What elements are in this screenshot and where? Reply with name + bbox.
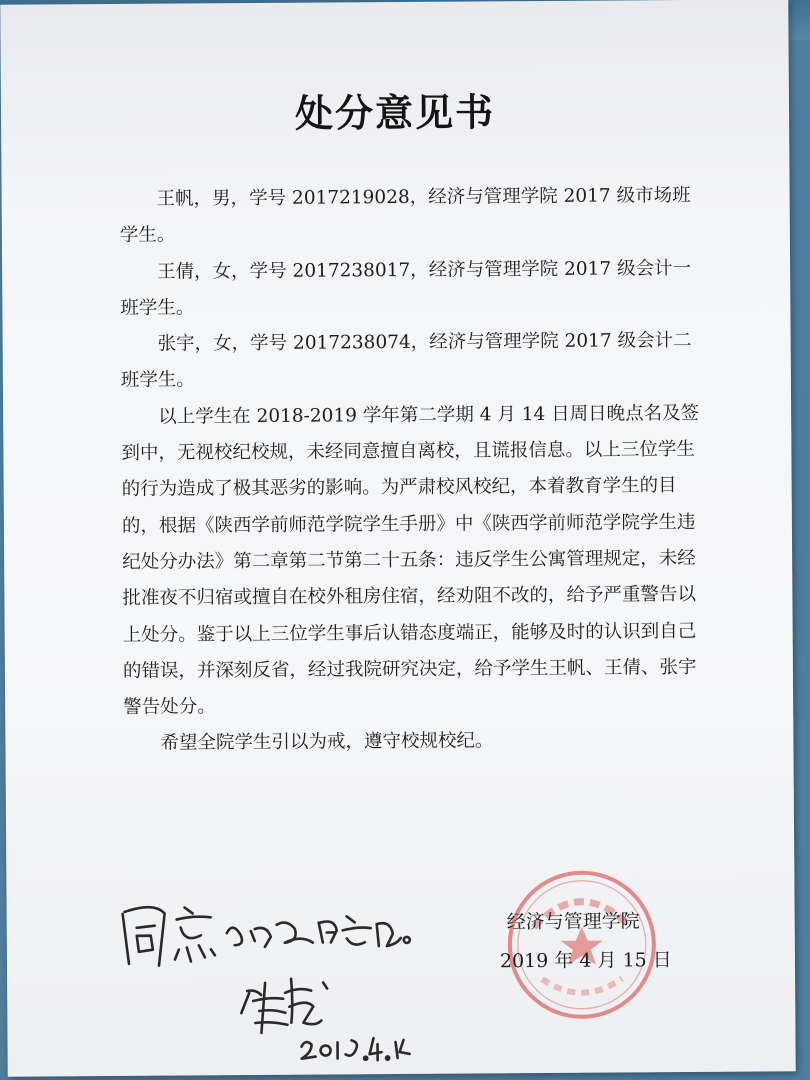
student-info-2: 王倩，女，学号 2017238017，经济与管理学院 2017 级会计一班学生。	[120, 257, 692, 319]
closing-paragraph: 希望全院学生引以为戒，遵守校规校纪。	[160, 730, 494, 755]
student-info-1: 王帆，男，学号 2017219028，经济与管理学院 2017 级市场班学生。	[119, 184, 691, 247]
document-body	[120, 178, 704, 763]
issue-date: 2019 年 4 月 15 日	[499, 949, 672, 973]
handwritten-signature	[114, 882, 415, 1074]
issuer-name: 经济与管理学院	[506, 910, 640, 934]
student-info-3: 张宇，女，学号 2017238074，经济与管理学院 2017 级会计二班学生。	[120, 330, 692, 392]
decision-paragraph: 以上学生在 2018-2019 学年第二学期 4 月 14 日周日晚点名及签到中，无视校纪校规，未经同意擅自离校，且谎报信息。以上三位学生的行为造成了极其恶劣的影响。为严肃校风校纪，本着教育学生的目的，根据《陕西学前师范学院学生手册》中《陕西学前师范学院学生违纪处分办法》第二章第二节第二十五条：违反学生公寓管理规定，未经批准夜不归宿或擅自在校外租房住宿，经劝阻不改的，给予严重警告以上处分。鉴于以上三位学生事后认错态度端正，能够及时的认识到自己的错误，并深刻反省，经过我院研究决定，给予学生王帆、王倩、张宇警告处分。	[121, 402, 700, 719]
document-title: 处分意见书	[294, 89, 496, 136]
